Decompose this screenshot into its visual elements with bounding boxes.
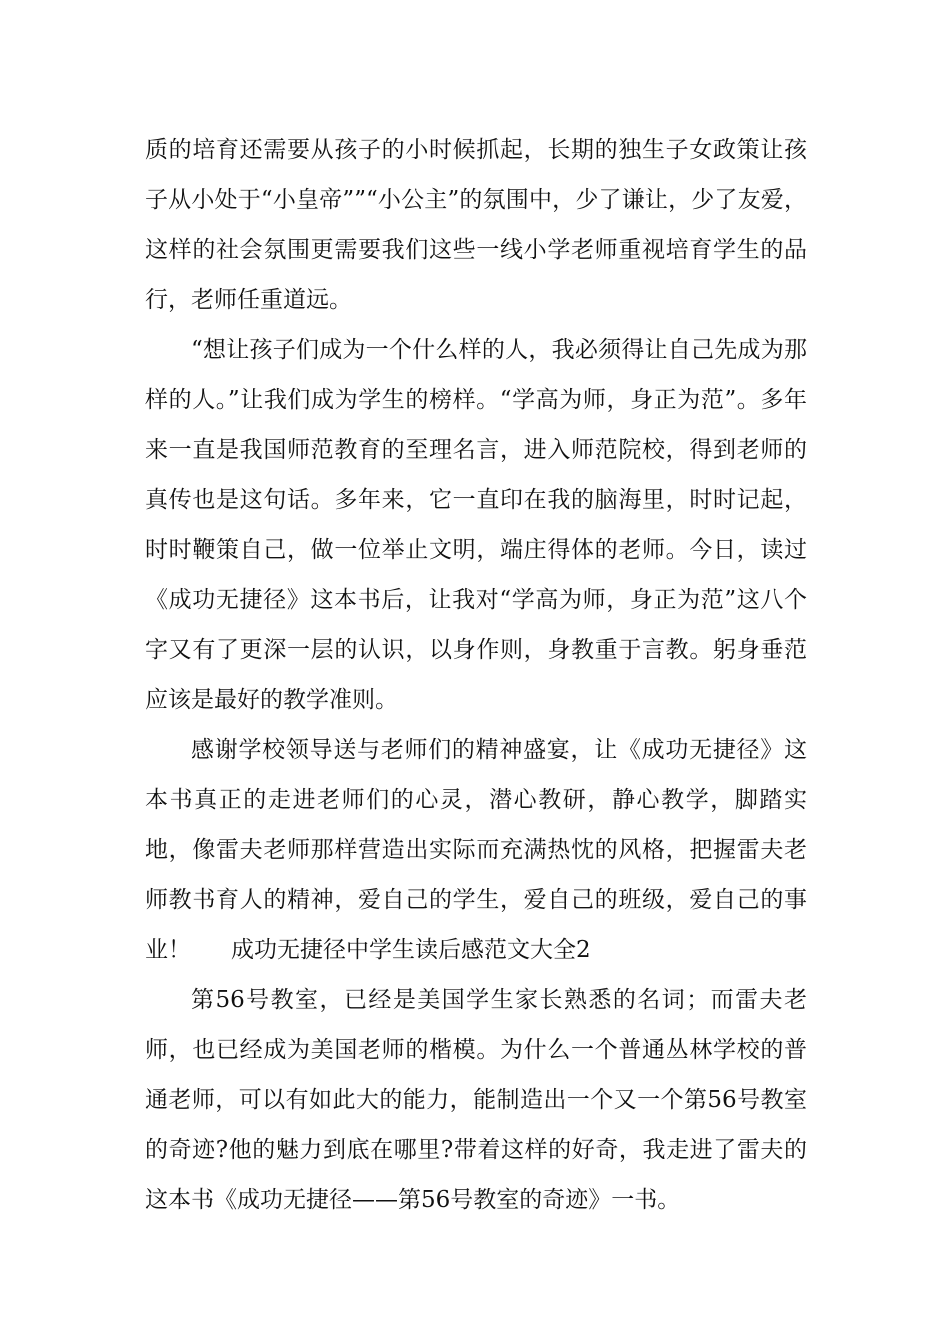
section-heading: 成功无捷径中学生读后感范文大全2 — [231, 937, 591, 963]
document-body — [145, 125, 807, 1225]
paragraph-3-text: 感谢学校领导送与老师们的精神盛宴，让《成功无捷径》这本书真正的走进老师们的心灵，潜心教研，静心教学，脚踏实地，像雷夫老师那样营造出实际而充满热忱的风格，把握雷夫老师教书育人的精神，爱自己的学生，爱自己的班级，爱自己的事业！ — [145, 737, 807, 963]
paragraph-2: “想让孩子们成为一个什么样的人，我必须得让自己先成为那样的人。”让我们成为学生的榜样。“学高为师，身正为范”。多年来一直是我国师范教育的至理名言，进入师范院校，得到老师的真传也是这句话。多年来，它一直印在我的脑海里，时时记起，时时鞭策自己，做一位举止文明，端庄得体的老师。今日，读过《成功无捷径》这本书后，让我对“学高为师，身正为范”这八个字又有了更深一层的认识，以身作则，身教重于言教。躬身垂范应该是最好的教学准则。 — [145, 337, 807, 713]
paragraph-3 — [145, 725, 807, 975]
paragraph-4: 第56号教室，已经是美国学生家长熟悉的名词；而雷夫老师，也已经成为美国老师的楷模。为什么一个普通丛林学校的普通老师，可以有如此大的能力，能制造出一个又一个第56号教室的奇迹?他的魅力到底在哪里?带着这样的好奇，我走进了雷夫的这本书《成功无捷径——第56号教室的奇迹》一书。 — [145, 987, 807, 1213]
paragraph-1: 质的培育还需要从孩子的小时候抓起，长期的独生子女政策让孩子从小处于“小皇帝””“小公主”的氛围中，少了谦让，少了友爱，这样的社会氛围更需要我们这些一线小学老师重视培育学生的品行，老师任重道远。 — [145, 137, 807, 313]
